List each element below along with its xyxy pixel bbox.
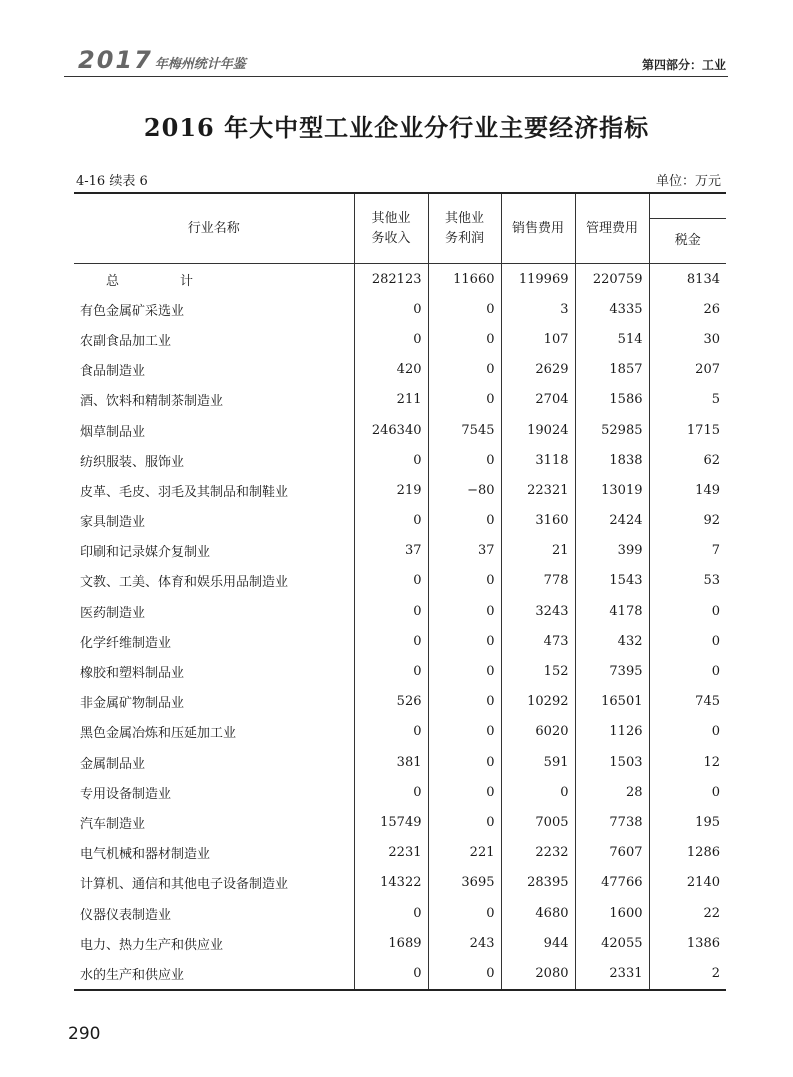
industry-name: 印刷和记录媒介复制业 xyxy=(80,545,211,561)
table-row xyxy=(74,264,726,295)
other-income-cell: 0 xyxy=(354,626,428,656)
tax-cell: 92 xyxy=(703,513,720,529)
table-row xyxy=(74,656,726,686)
tax-cell: 0 xyxy=(711,784,720,800)
sales-expense-cell: 3243 xyxy=(501,596,575,626)
table-row xyxy=(74,838,726,868)
sales-expense-cell: 2704 xyxy=(501,385,575,415)
admin-expense-cell: 399 xyxy=(575,536,649,566)
industry-name-cell xyxy=(74,385,354,415)
industry-name: 农副食品加工业 xyxy=(80,333,172,349)
industry-name-cell xyxy=(74,777,354,807)
sales-expense-cell: 152 xyxy=(501,656,575,686)
tax-cell: 1715 xyxy=(686,422,720,438)
other-profit-cell: 0 xyxy=(428,807,501,837)
other-profit-cell: 0 xyxy=(428,355,501,385)
sales-expense-cell: 107 xyxy=(501,324,575,354)
admin-expense-cell: 7607 xyxy=(575,838,649,868)
yearbook-year: 2017 xyxy=(78,46,153,74)
page-title: 2016 年大中型工业企业分行业主要经济指标 xyxy=(143,113,650,142)
sales-expense-cell: 10292 xyxy=(501,687,575,717)
admin-expense-cell: 432 xyxy=(575,626,649,656)
other-income-cell: 0 xyxy=(354,717,428,747)
tax-cell: 1286 xyxy=(686,845,720,861)
header-tax: 税金 xyxy=(649,219,726,264)
tax-cell: 12 xyxy=(703,754,720,770)
other-income-cell: 0 xyxy=(354,506,428,536)
table-row xyxy=(74,536,726,566)
sales-expense-cell: 3118 xyxy=(501,445,575,475)
other-income-cell: 0 xyxy=(354,324,428,354)
industry-name-cell xyxy=(74,596,354,626)
industry-name: 酒、饮料和精制茶制造业 xyxy=(80,394,224,410)
sales-expense-cell: 19024 xyxy=(501,415,575,445)
industry-name: 黑色金属冶炼和压延加工业 xyxy=(80,726,237,742)
other-profit-cell: 0 xyxy=(428,566,501,596)
table-row xyxy=(74,385,726,415)
other-profit-cell: 7545 xyxy=(428,415,501,445)
header-other-profit-line1: 其他业 xyxy=(444,210,484,226)
admin-expense-cell: 4335 xyxy=(575,294,649,324)
sales-expense-cell: 2629 xyxy=(501,355,575,385)
other-income-cell: 381 xyxy=(354,747,428,777)
other-profit-cell: 0 xyxy=(428,717,501,747)
sales-expense-cell: 2080 xyxy=(501,958,575,989)
other-income-cell: 420 xyxy=(354,355,428,385)
industry-name-cell xyxy=(74,838,354,868)
other-profit-cell: 0 xyxy=(428,958,501,989)
industry-name-cell xyxy=(74,324,354,354)
industry-name: 文教、工美、体育和娱乐用品制造业 xyxy=(80,575,289,591)
tax-cell: 0 xyxy=(711,664,720,680)
tax-cell: 8134 xyxy=(649,264,726,295)
header-other-profit-line2: 务利润 xyxy=(444,230,484,246)
admin-expense-cell: 7395 xyxy=(575,656,649,686)
other-profit-cell: 3695 xyxy=(428,868,501,898)
other-income-cell: 0 xyxy=(354,294,428,324)
other-income-cell: 219 xyxy=(354,475,428,505)
table-row xyxy=(74,475,726,505)
other-profit-cell: 0 xyxy=(428,445,501,475)
sales-expense-cell: 2232 xyxy=(501,838,575,868)
table-row xyxy=(74,717,726,747)
industry-name: 烟草制品业 xyxy=(80,424,146,440)
admin-expense-cell: 16501 xyxy=(575,687,649,717)
unit-label: 单位：万元 xyxy=(655,174,721,189)
sales-expense-cell: 6020 xyxy=(501,717,575,747)
yearbook-name: 年梅州统计年鉴 xyxy=(154,57,246,72)
other-profit-cell: 221 xyxy=(428,838,501,868)
admin-expense-cell: 514 xyxy=(575,324,649,354)
header-other-income-line1: 其他业 xyxy=(371,210,411,226)
sales-expense-cell: 28395 xyxy=(501,868,575,898)
industry-name-cell xyxy=(74,898,354,928)
industry-name-cell xyxy=(74,747,354,777)
table-row xyxy=(74,747,726,777)
admin-expense-cell: 1600 xyxy=(575,898,649,928)
other-income-cell: 0 xyxy=(354,596,428,626)
other-profit-cell: 0 xyxy=(428,777,501,807)
industry-name-cell xyxy=(74,294,354,324)
sales-expense-cell: 0 xyxy=(501,777,575,807)
tax-cell: 62 xyxy=(703,452,720,468)
sales-expense-cell: 3160 xyxy=(501,506,575,536)
other-income-cell: 2231 xyxy=(354,838,428,868)
tax-cell: 1386 xyxy=(686,935,720,951)
table-row xyxy=(74,566,726,596)
other-profit-cell: 0 xyxy=(428,506,501,536)
industry-name: 汽车制造业 xyxy=(80,816,146,832)
tax-cell: 195 xyxy=(695,814,720,830)
table-number: 4-16 续表 6 xyxy=(76,174,148,189)
sales-expense-cell: 4680 xyxy=(501,898,575,928)
admin-expense-cell: 1126 xyxy=(575,717,649,747)
other-income-cell: 37 xyxy=(354,536,428,566)
industry-name: 纺织服装、服饰业 xyxy=(80,454,185,470)
admin-expense-cell: 1838 xyxy=(575,445,649,475)
industry-name: 医药制造业 xyxy=(80,605,146,621)
industry-name-cell xyxy=(74,626,354,656)
other-income-cell: 0 xyxy=(354,445,428,475)
table-row xyxy=(74,958,726,989)
other-income-cell: 0 xyxy=(354,898,428,928)
other-profit-cell: 0 xyxy=(428,747,501,777)
other-profit-cell: 0 xyxy=(428,596,501,626)
industry-name-cell xyxy=(74,868,354,898)
other-income-cell: 526 xyxy=(354,687,428,717)
industry-name-cell xyxy=(74,717,354,747)
page-header xyxy=(64,40,728,77)
tax-cell: 0 xyxy=(711,633,720,649)
industry-name-cell xyxy=(74,958,354,989)
sales-expense-cell: 7005 xyxy=(501,807,575,837)
header-tax-spacer xyxy=(649,193,726,219)
tax-cell: 7 xyxy=(711,543,720,559)
industry-name-cell xyxy=(74,536,354,566)
admin-expense-cell: 220759 xyxy=(575,264,649,295)
table-row xyxy=(74,445,726,475)
other-profit-cell: 0 xyxy=(428,294,501,324)
industry-name: 电力、热力生产和供应业 xyxy=(80,937,224,953)
industry-name: 专用设备制造业 xyxy=(80,786,172,802)
admin-expense-cell: 7738 xyxy=(575,807,649,837)
admin-expense-cell: 1586 xyxy=(575,385,649,415)
admin-expense-cell: 1503 xyxy=(575,747,649,777)
table-row xyxy=(74,415,726,445)
other-profit-cell: 11660 xyxy=(428,264,501,295)
industry-name-cell xyxy=(74,445,354,475)
table-row xyxy=(74,324,726,354)
industry-name: 电气机械和器材制造业 xyxy=(80,847,211,863)
table-row xyxy=(74,294,726,324)
other-income-cell: 282123 xyxy=(354,264,428,295)
other-profit-cell: 243 xyxy=(428,928,501,958)
yearbook-logo xyxy=(78,46,246,74)
table-row xyxy=(74,928,726,958)
other-profit-cell: 37 xyxy=(428,536,501,566)
admin-expense-cell: 47766 xyxy=(575,868,649,898)
industry-name: 水的生产和供应业 xyxy=(80,967,185,983)
other-profit-cell: −80 xyxy=(428,475,501,505)
tax-cell: 2140 xyxy=(686,875,720,891)
industry-name: 橡胶和塑料制品业 xyxy=(80,666,185,682)
other-profit-cell: 0 xyxy=(428,385,501,415)
section-label: 第四部分：工业 xyxy=(641,58,726,72)
other-income-cell: 0 xyxy=(354,777,428,807)
other-income-cell: 14322 xyxy=(354,868,428,898)
other-income-cell: 0 xyxy=(354,656,428,686)
industry-name: 非金属矿物制品业 xyxy=(80,696,185,712)
admin-expense-cell: 4178 xyxy=(575,596,649,626)
sales-expense-cell: 22321 xyxy=(501,475,575,505)
header-industry-name: 行业名称 xyxy=(74,193,354,264)
header-other-income xyxy=(354,193,428,264)
other-income-cell: 0 xyxy=(354,958,428,989)
industry-name-cell xyxy=(74,656,354,686)
admin-expense-cell: 52985 xyxy=(575,415,649,445)
industry-name-cell xyxy=(74,475,354,505)
header-admin-expense: 管理费用 xyxy=(575,193,649,264)
admin-expense-cell: 13019 xyxy=(575,475,649,505)
table-row xyxy=(74,777,726,807)
industry-name: 皮革、毛皮、羽毛及其制品和制鞋业 xyxy=(80,484,289,500)
tax-cell: 0 xyxy=(711,603,720,619)
other-income-cell: 246340 xyxy=(354,415,428,445)
industry-name: 金属制品业 xyxy=(80,756,146,772)
tax-cell: 5 xyxy=(711,392,720,408)
other-profit-cell: 0 xyxy=(428,687,501,717)
industry-name-cell xyxy=(74,807,354,837)
header-other-income-line2: 务收入 xyxy=(371,230,411,246)
sales-expense-cell: 119969 xyxy=(501,264,575,295)
industry-name: 有色金属矿采选业 xyxy=(80,303,185,319)
other-profit-cell: 0 xyxy=(428,626,501,656)
industry-name-cell xyxy=(74,687,354,717)
industry-name-cell xyxy=(74,415,354,445)
tax-cell: 149 xyxy=(695,482,720,498)
other-income-cell: 15749 xyxy=(354,807,428,837)
other-income-cell: 211 xyxy=(354,385,428,415)
tax-cell: 207 xyxy=(695,362,720,378)
statistics-table xyxy=(74,192,726,991)
industry-name: 家具制造业 xyxy=(80,515,146,531)
industry-name: 化学纤维制造业 xyxy=(80,635,172,651)
industry-name: 仪器仪表制造业 xyxy=(80,907,172,923)
admin-expense-cell: 1543 xyxy=(575,566,649,596)
other-profit-cell: 0 xyxy=(428,656,501,686)
table-row xyxy=(74,596,726,626)
table-row xyxy=(74,626,726,656)
table-row xyxy=(74,868,726,898)
other-profit-cell: 0 xyxy=(428,324,501,354)
tax-cell: 26 xyxy=(703,301,720,317)
table-row xyxy=(74,506,726,536)
admin-expense-cell: 28 xyxy=(575,777,649,807)
other-income-cell: 1689 xyxy=(354,928,428,958)
tax-cell: 22 xyxy=(703,905,720,921)
industry-name: 计算机、通信和其他电子设备制造业 xyxy=(80,877,289,893)
sales-expense-cell: 778 xyxy=(501,566,575,596)
industry-name-cell xyxy=(74,566,354,596)
admin-expense-cell: 1857 xyxy=(575,355,649,385)
admin-expense-cell: 2331 xyxy=(575,958,649,989)
industry-name-cell xyxy=(74,264,354,295)
tax-cell: 745 xyxy=(695,694,720,710)
tax-cell: 30 xyxy=(703,331,720,347)
sales-expense-cell: 944 xyxy=(501,928,575,958)
tax-cell: 0 xyxy=(711,724,720,740)
other-profit-cell: 0 xyxy=(428,898,501,928)
admin-expense-cell: 42055 xyxy=(575,928,649,958)
industry-name-cell xyxy=(74,506,354,536)
header-other-profit xyxy=(428,193,501,264)
other-income-cell: 0 xyxy=(354,566,428,596)
industry-name-cell xyxy=(74,355,354,385)
sales-expense-cell: 21 xyxy=(501,536,575,566)
industry-name: 总 计 xyxy=(106,273,218,289)
industry-name: 食品制造业 xyxy=(80,364,146,380)
tax-cell: 53 xyxy=(703,573,720,589)
table-row xyxy=(74,687,726,717)
sales-expense-cell: 591 xyxy=(501,747,575,777)
header-sales-expense: 销售费用 xyxy=(501,193,575,264)
sales-expense-cell: 3 xyxy=(501,294,575,324)
table-row xyxy=(74,807,726,837)
page-number: 290 xyxy=(68,1024,101,1044)
tax-cell: 2 xyxy=(649,958,726,989)
table-row xyxy=(74,898,726,928)
table-row xyxy=(74,355,726,385)
sales-expense-cell: 473 xyxy=(501,626,575,656)
admin-expense-cell: 2424 xyxy=(575,506,649,536)
industry-name-cell xyxy=(74,928,354,958)
